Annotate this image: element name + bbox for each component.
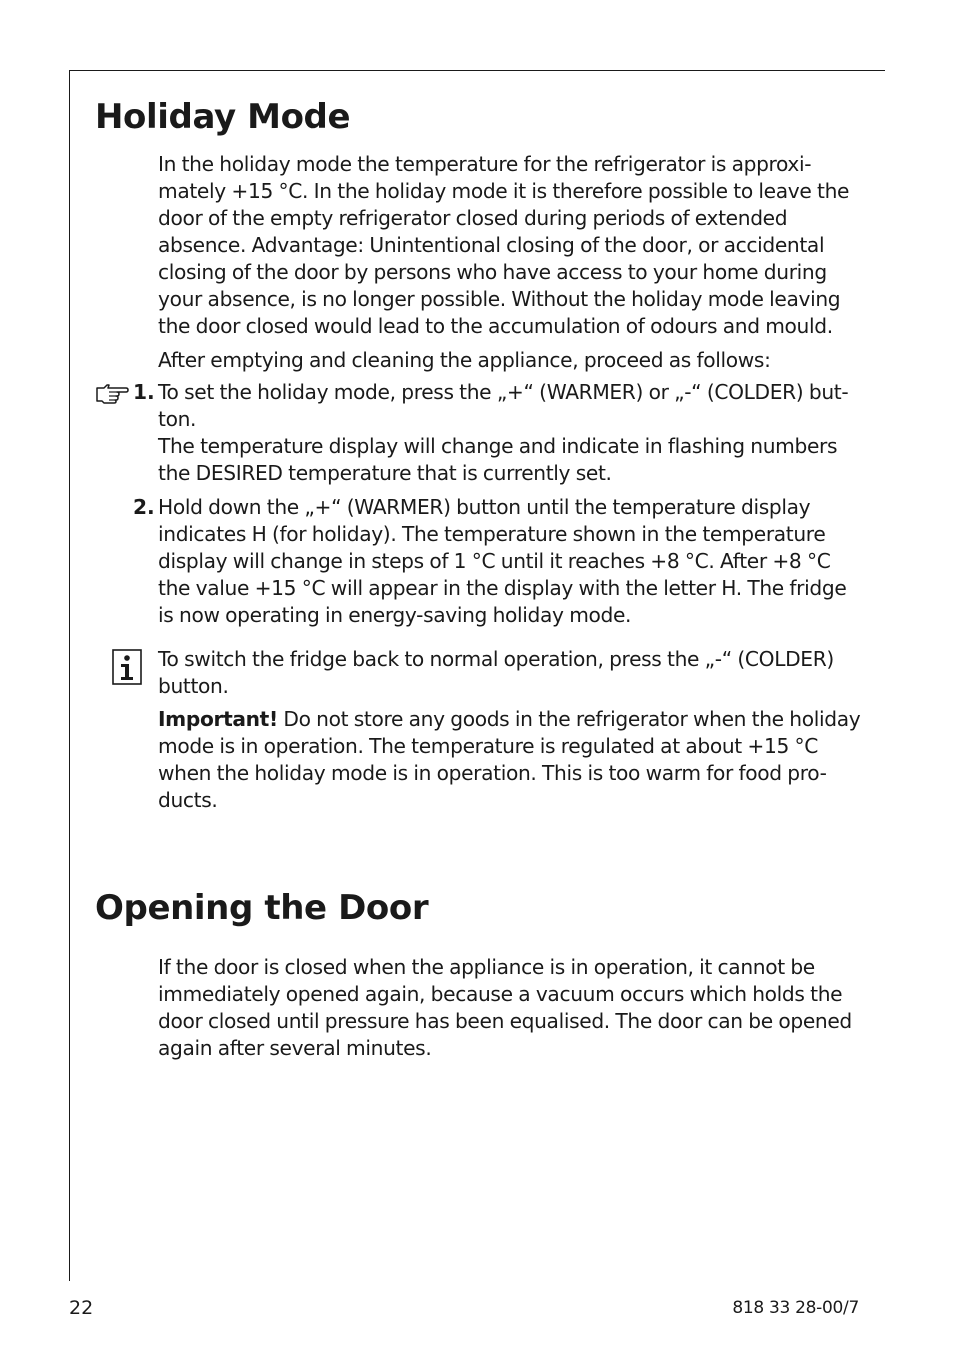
section-heading-opening-door: Opening the Door	[95, 888, 429, 928]
info-note-text: To switch the fridge back to normal operation, press the „-“ (COLDER) button.	[158, 647, 834, 698]
important-label: Important!	[158, 707, 278, 731]
step-2-text: Hold down the „+“ (WARMER) button until the temperature display indicates H (for holiday). The temperature shown in the temperature display will change in steps of 1 °C until it reaches +8 °C. After +8 °C the value +15 °C will appear in the display with the letter H. The fridge is now operating in energy-saving holiday mode.	[158, 495, 847, 627]
left-rule	[69, 70, 70, 1281]
page-number: 22	[69, 1297, 94, 1319]
step-number-2: 2.	[133, 495, 155, 519]
step-number-1: 1.	[133, 380, 155, 404]
section-heading-holiday-mode: Holiday Mode	[95, 97, 351, 137]
step-1-detail: The temperature display will change and indicate in flashing numbers the DESIRED temperature that is currently set.	[158, 434, 838, 485]
info-icon	[112, 649, 142, 685]
important-paragraph	[158, 706, 863, 814]
important-text: Do not store any goods in the refrigerator when the holiday mode is in operation. The temperature is regulated at about +15 °C when the holiday mode is in operation. This is too warm for food pro-ducts.	[158, 707, 861, 812]
document-code: 818 33 28-00/7	[732, 1298, 859, 1318]
holiday-lead-paragraph: After emptying and cleaning the appliance, proceed as follows:	[158, 348, 771, 372]
pointing-hand-icon	[95, 382, 129, 404]
holiday-intro-paragraph: In the holiday mode the temperature for the refrigerator is approxi-mately +15 °C. In the holiday mode it is therefore possible to leave the door of the empty refrigerator closed during periods of extended absence. Advantage: Unintentional closing of the door, or accidental closing of the door by persons who have access to your home during your absence, is no longer possible. Without the holiday mode leaving the door closed would lead to the accumulation of odours and mould.	[158, 152, 850, 338]
opening-door-paragraph: If the door is closed when the appliance is in operation, it cannot be immediately opened again, because a vacuum occurs which holds the door closed until pressure has been equalised. The door can be opened again after several minutes.	[158, 955, 852, 1060]
step-1-text: To set the holiday mode, press the „+“ (WARMER) or „-“ (COLDER) but-ton.	[158, 380, 849, 431]
top-rule	[69, 70, 885, 71]
